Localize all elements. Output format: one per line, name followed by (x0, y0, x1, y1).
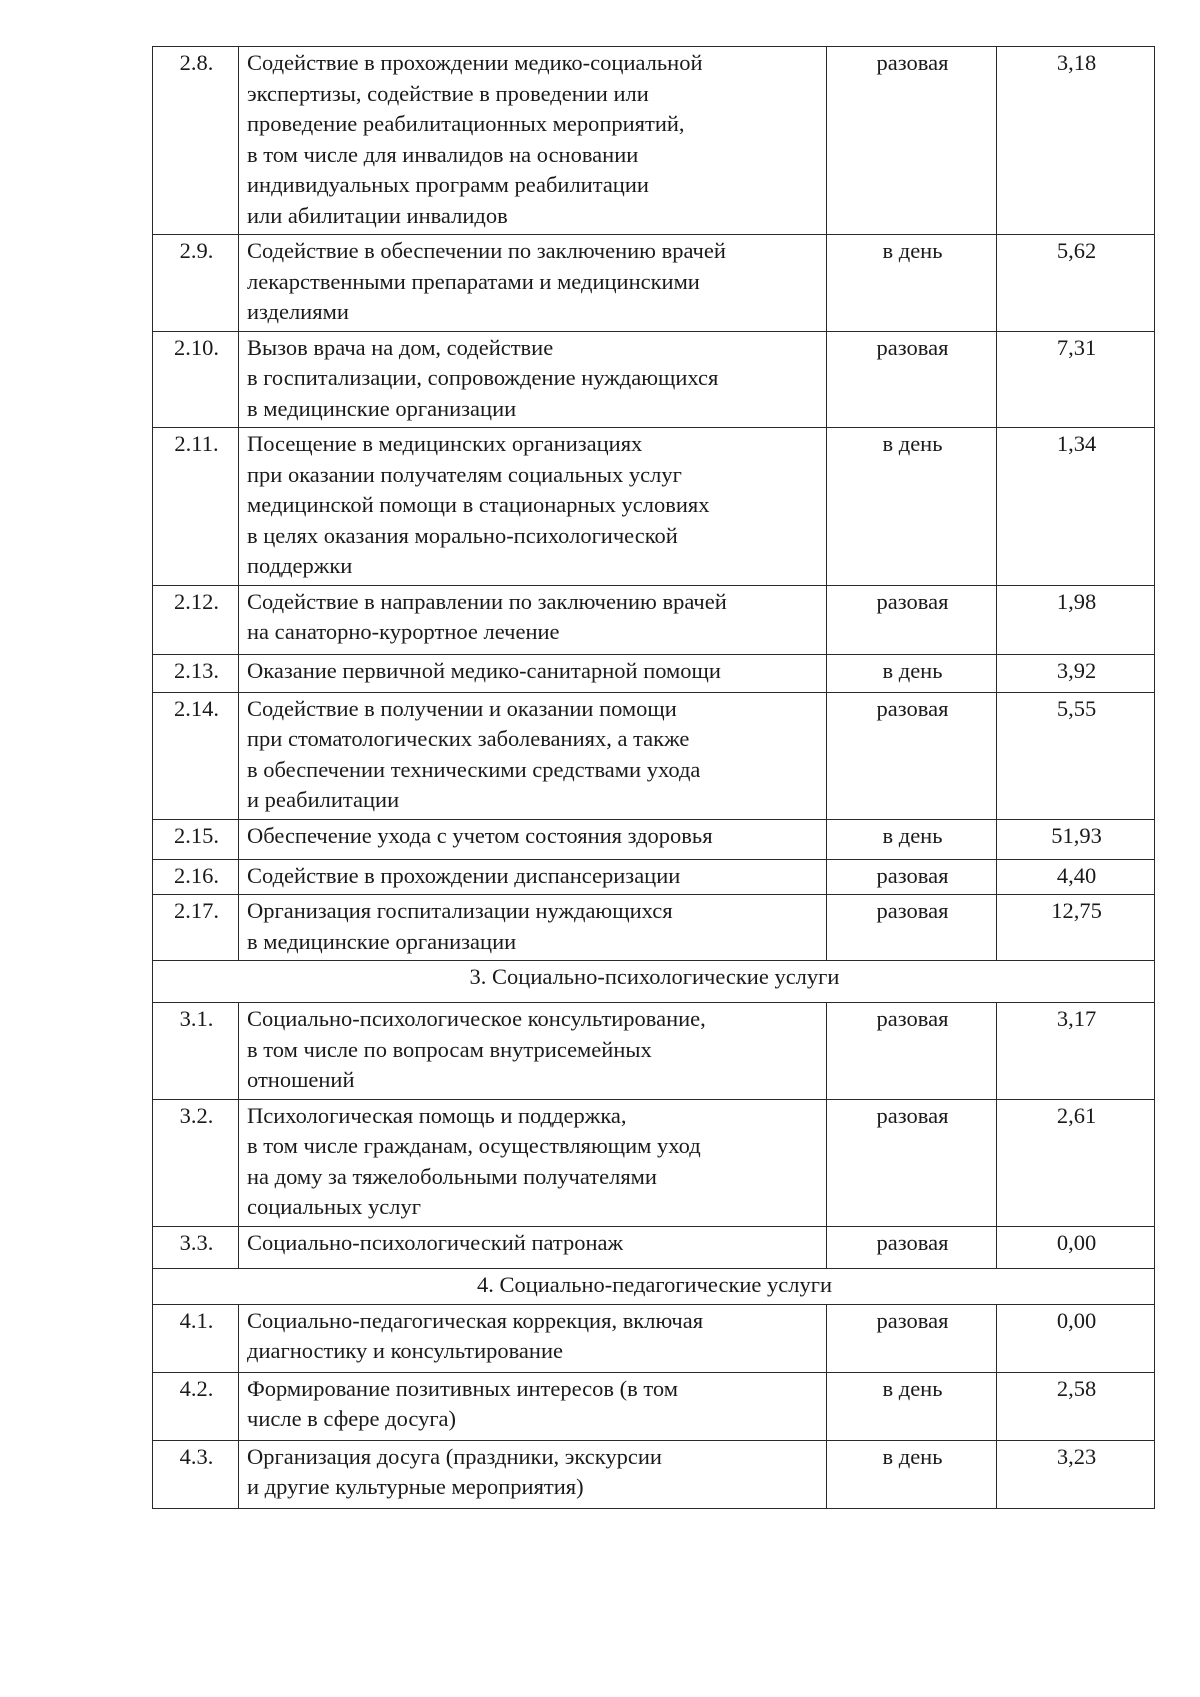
service-unit: в день (827, 654, 997, 692)
table-row (153, 1372, 1155, 1440)
service-name (239, 692, 827, 819)
service-price: 5,62 (997, 235, 1155, 332)
service-unit: разовая (827, 859, 997, 895)
table-row (153, 428, 1155, 586)
service-price: 0,00 (997, 1304, 1155, 1372)
service-number: 4.3. (153, 1440, 239, 1508)
service-unit: разовая (827, 1003, 997, 1100)
service-number: 2.12. (153, 585, 239, 654)
service-unit: разовая (827, 1304, 997, 1372)
service-number: 2.15. (153, 819, 239, 859)
services-tariff-table (152, 46, 1155, 1509)
service-price: 4,40 (997, 859, 1155, 895)
table-row (153, 819, 1155, 859)
service-name-line: на санаторно-курортное лечение (247, 619, 560, 644)
service-name-line: диагностику и консультирование (247, 1338, 563, 1363)
service-name (239, 235, 827, 332)
service-name-line: экспертизы, содействие в проведении или (247, 80, 649, 106)
service-number: 2.8. (153, 47, 239, 235)
service-unit: разовая (827, 1099, 997, 1226)
service-unit: в день (827, 235, 997, 332)
service-name-line: Обеспечение ухода с учетом состояния здоровья (247, 822, 713, 848)
service-unit: разовая (827, 692, 997, 819)
service-price: 12,75 (997, 895, 1155, 961)
service-name (239, 1226, 827, 1268)
service-name-line: Организация госпитализации нуждающихся (247, 898, 673, 923)
service-unit: разовая (827, 331, 997, 428)
service-name-line: индивидуальных программ реабилитации (247, 172, 649, 197)
section-header-row (153, 1268, 1155, 1304)
service-name-line: в том числе по вопросам внутрисемейных (247, 1036, 652, 1062)
service-unit: разовая (827, 585, 997, 654)
service-name-line: Вызов врача на дом, содействие (247, 334, 554, 360)
section-title: 4. Социально-педагогические услуги (153, 1268, 1155, 1304)
service-number: 3.3. (153, 1226, 239, 1268)
service-name-line: Формирование позитивных интересов (в том (247, 1375, 678, 1401)
service-name-line: при стоматологических заболеваниях, а также (247, 726, 690, 751)
service-unit: разовая (827, 1226, 997, 1268)
service-name-line: в медицинские организации (247, 928, 517, 954)
service-name-line: поддержки (247, 553, 353, 578)
service-unit: разовая (827, 47, 997, 235)
service-price: 7,31 (997, 331, 1155, 428)
service-name-line: Социально-педагогическая коррекция, включая (247, 1307, 704, 1333)
service-price: 3,23 (997, 1440, 1155, 1508)
service-price: 51,93 (997, 819, 1155, 859)
service-name (239, 1372, 827, 1440)
table-row (153, 1440, 1155, 1508)
service-price: 1,98 (997, 585, 1155, 654)
service-number: 2.13. (153, 654, 239, 692)
table-row (153, 1003, 1155, 1100)
service-name (239, 1003, 827, 1100)
service-number: 4.2. (153, 1372, 239, 1440)
service-number: 3.1. (153, 1003, 239, 1100)
service-name-line: при оказании получателям социальных услуг (247, 461, 682, 487)
service-name-line: или абилитации инвалидов (247, 202, 508, 228)
service-name (239, 331, 827, 428)
service-price: 1,34 (997, 428, 1155, 586)
table-row (153, 895, 1155, 961)
service-name-line: отношений (247, 1067, 355, 1092)
table-row (153, 654, 1155, 692)
table-row (153, 585, 1155, 654)
service-name (239, 895, 827, 961)
service-number: 2.9. (153, 235, 239, 332)
service-name-line: лекарственными препаратами и медицинскими (247, 268, 700, 294)
service-name (239, 819, 827, 859)
table-body (153, 47, 1155, 1509)
service-name-line: в том числе для инвалидов на основании (247, 141, 639, 167)
table-row (153, 235, 1155, 332)
service-number: 4.1. (153, 1304, 239, 1372)
service-name-line: и реабилитации (247, 787, 400, 812)
section-header-row (153, 961, 1155, 1003)
service-unit: в день (827, 428, 997, 586)
service-name (239, 859, 827, 895)
service-name (239, 1099, 827, 1226)
service-unit: разовая (827, 895, 997, 961)
service-price: 3,17 (997, 1003, 1155, 1100)
service-name-line: Содействие в получении и оказании помощи (247, 695, 677, 721)
service-name-line: на дому за тяжелобольными получателями (247, 1163, 657, 1189)
service-name-line: медицинской помощи в стационарных условиях (247, 492, 710, 517)
service-name-line: в медицинские организации (247, 395, 517, 421)
service-name-line: Содействие в обеспечении по заключению врачей (247, 238, 726, 263)
service-price: 3,92 (997, 654, 1155, 692)
service-name-line: Психологическая помощь и поддержка, (247, 1102, 627, 1128)
table-row (153, 331, 1155, 428)
service-name (239, 1304, 827, 1372)
service-number: 3.2. (153, 1099, 239, 1226)
service-name-line: числе в сфере досуга) (247, 1406, 457, 1431)
service-name (239, 654, 827, 692)
service-number: 2.14. (153, 692, 239, 819)
service-name-line: социальных услуг (247, 1194, 421, 1219)
table-row (153, 47, 1155, 235)
service-name (239, 47, 827, 235)
service-price: 2,61 (997, 1099, 1155, 1226)
service-unit: в день (827, 1440, 997, 1508)
service-price: 2,58 (997, 1372, 1155, 1440)
service-name-line: Социально-психологический патронаж (247, 1229, 624, 1255)
service-name (239, 1440, 827, 1508)
service-name-line: Содействие в направлении по заключению врачей (247, 588, 727, 614)
table-row (153, 859, 1155, 895)
section-title: 3. Социально-психологические услуги (153, 961, 1155, 1003)
service-unit: в день (827, 819, 997, 859)
service-name-line: в целях оказания морально-психологической (247, 522, 678, 548)
service-name-line: в обеспечении техническими средствами ухода (247, 756, 701, 782)
service-name-line: Оказание первичной медико-санитарной помощи (247, 657, 721, 683)
service-name-line: проведение реабилитационных мероприятий, (247, 111, 685, 136)
service-unit: в день (827, 1372, 997, 1440)
service-name-line: Организация досуга (праздники, экскурсии (247, 1443, 662, 1469)
service-name-line: Социально-психологическое консультирование, (247, 1006, 706, 1031)
service-number: 2.10. (153, 331, 239, 428)
service-name-line: Содействие в прохождении медико-социальной (247, 50, 703, 75)
service-price: 0,00 (997, 1226, 1155, 1268)
service-price: 5,55 (997, 692, 1155, 819)
table-row (153, 1099, 1155, 1226)
service-name (239, 428, 827, 586)
service-name (239, 585, 827, 654)
table-row (153, 1226, 1155, 1268)
service-name-line: в госпитализации, сопровождение нуждающихся (247, 365, 719, 390)
service-number: 2.11. (153, 428, 239, 586)
service-price: 3,18 (997, 47, 1155, 235)
table-row (153, 692, 1155, 819)
service-name-line: в том числе гражданам, осуществляющим уход (247, 1133, 701, 1158)
table-row (153, 1304, 1155, 1372)
service-name-line: Содействие в прохождении диспансеризации (247, 862, 681, 888)
service-name-line: и другие культурные мероприятия) (247, 1474, 584, 1499)
service-name-line: Посещение в медицинских организациях (247, 431, 643, 456)
service-number: 2.16. (153, 859, 239, 895)
service-number: 2.17. (153, 895, 239, 961)
service-name-line: изделиями (247, 299, 349, 324)
